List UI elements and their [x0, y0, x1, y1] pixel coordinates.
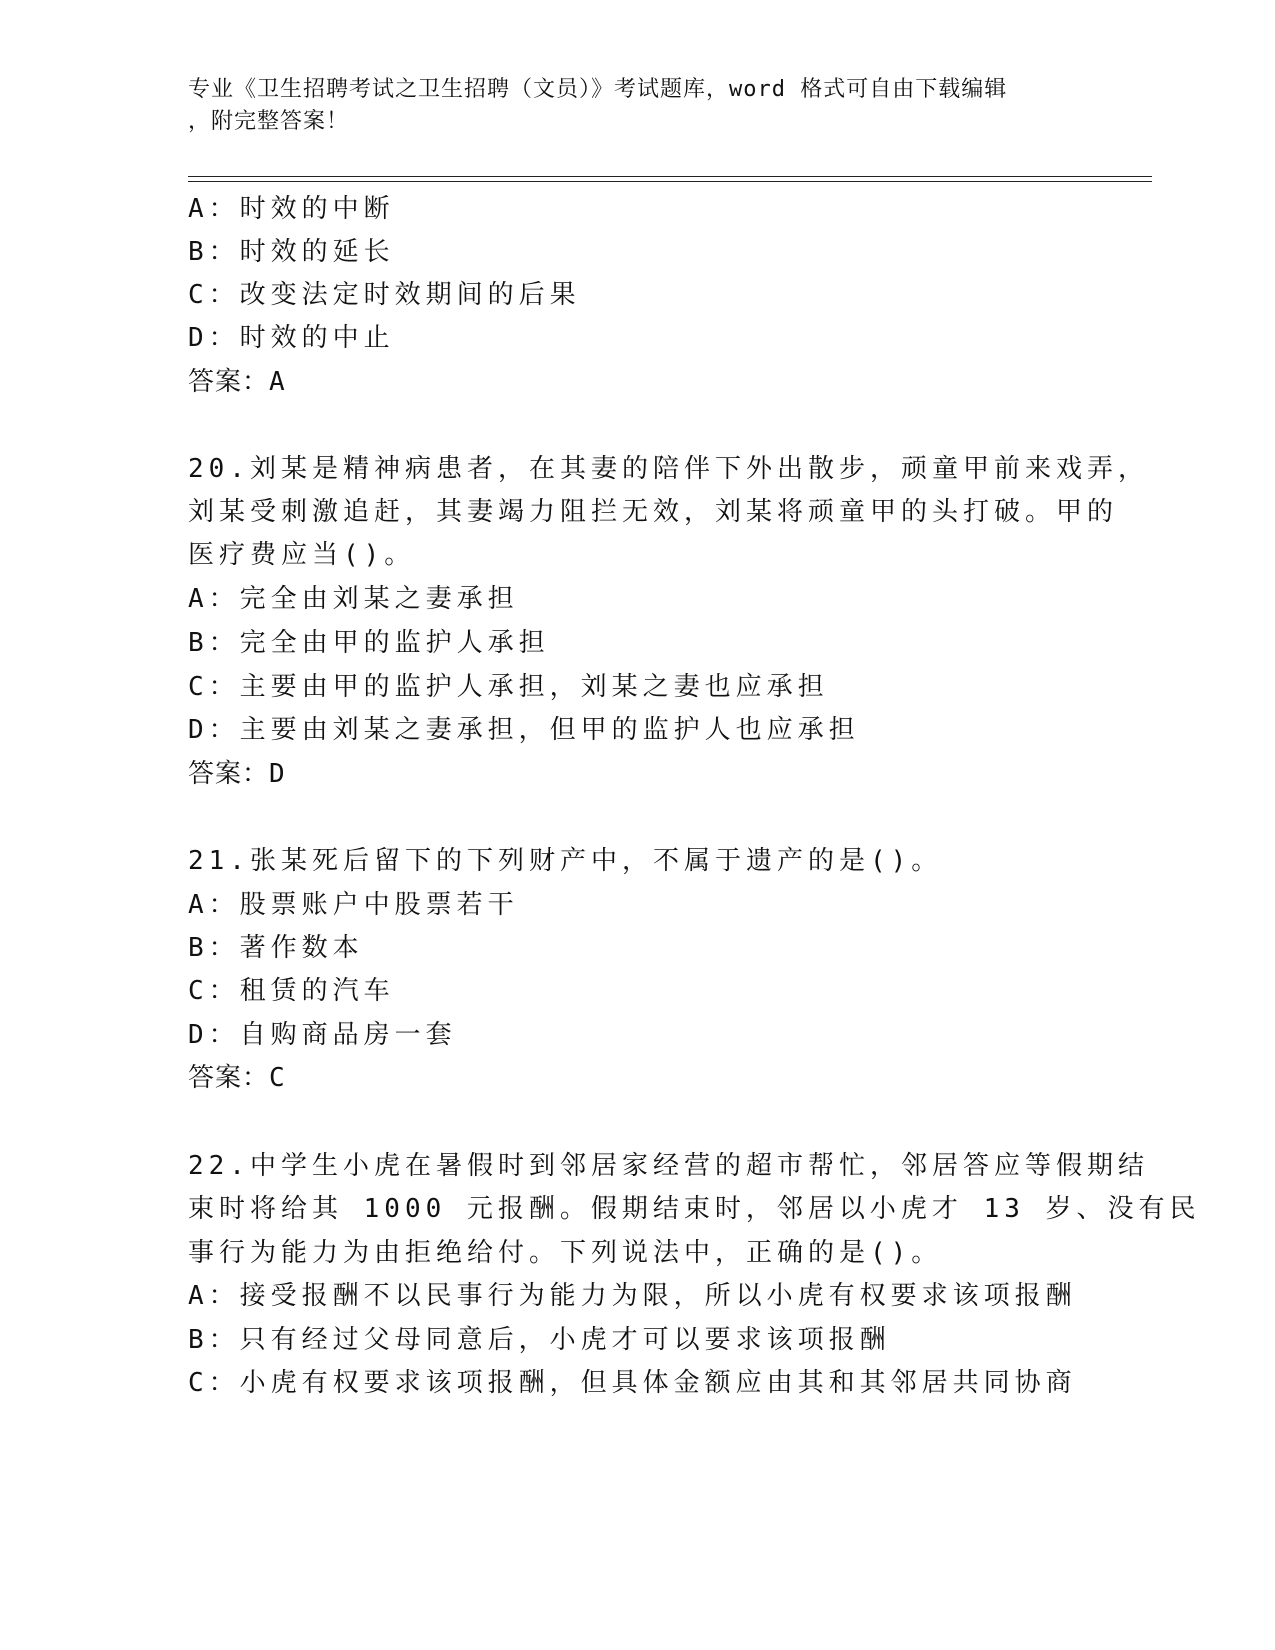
question-text-line: 刘某受刺激追赶，其妻竭力阻拦无效，刘某将顽童甲的头打破。甲的: [188, 497, 1119, 527]
option-a: A：接受报酬不以民事行为能力为限，所以小虎有权要求该项报酬: [188, 1281, 1077, 1311]
question-text-line: 21.张某死后留下的下列财产中，不属于遗产的是()。: [188, 846, 943, 876]
option-b: B：时效的延长: [188, 237, 395, 267]
question-text-line: 医疗费应当()。: [188, 540, 416, 570]
option-b: B：只有经过父母同意后，小虎才可以要求该项报酬: [188, 1325, 891, 1355]
question-text-line: 事行为能力为由拒绝给付。下列说法中，正确的是()。: [188, 1238, 943, 1268]
option-a: A：时效的中断: [188, 194, 395, 224]
header-line-2: ，附完整答案！: [188, 109, 350, 134]
option-d: D：时效的中止: [188, 323, 395, 353]
document-header: [188, 74, 1068, 138]
question-text-line: 束时将给其 1000 元报酬。假期结束时，邻居以小虎才 13 岁、没有民: [188, 1194, 1201, 1224]
option-c: C：主要由甲的监护人承担，刘某之妻也应承担: [188, 672, 829, 702]
option-b: B：著作数本: [188, 933, 364, 963]
option-c: C：租赁的汽车: [188, 976, 395, 1006]
option-a: A：完全由刘某之妻承担: [188, 584, 519, 614]
option-c: C：改变法定时效期间的后果: [188, 280, 581, 310]
answer: 答案：C: [188, 1063, 286, 1093]
header-divider-bottom: [188, 181, 1152, 182]
option-a: A：股票账户中股票若干: [188, 890, 519, 920]
option-d: D：主要由刘某之妻承担，但甲的监护人也应承担: [188, 715, 860, 745]
option-b: B：完全由甲的监护人承担: [188, 628, 550, 658]
option-d: D：自购商品房一套: [188, 1020, 457, 1050]
answer: 答案：A: [188, 367, 286, 397]
question-text-line: 20.刘某是精神病患者，在其妻的陪伴下外出散步，顽童甲前来戏弄，: [188, 454, 1149, 484]
header-divider-top: [188, 176, 1152, 177]
answer: 答案：D: [188, 759, 286, 789]
header-line-1: 专业《卫生招聘考试之卫生招聘（文员）》考试题库，word 格式可自由下载编辑: [188, 77, 1008, 102]
option-c: C：小虎有权要求该项报酬，但具体金额应由其和其邻居共同协商: [188, 1368, 1077, 1398]
question-text-line: 22.中学生小虎在暑假时到邻居家经营的超市帮忙，邻居答应等假期结: [188, 1151, 1149, 1181]
